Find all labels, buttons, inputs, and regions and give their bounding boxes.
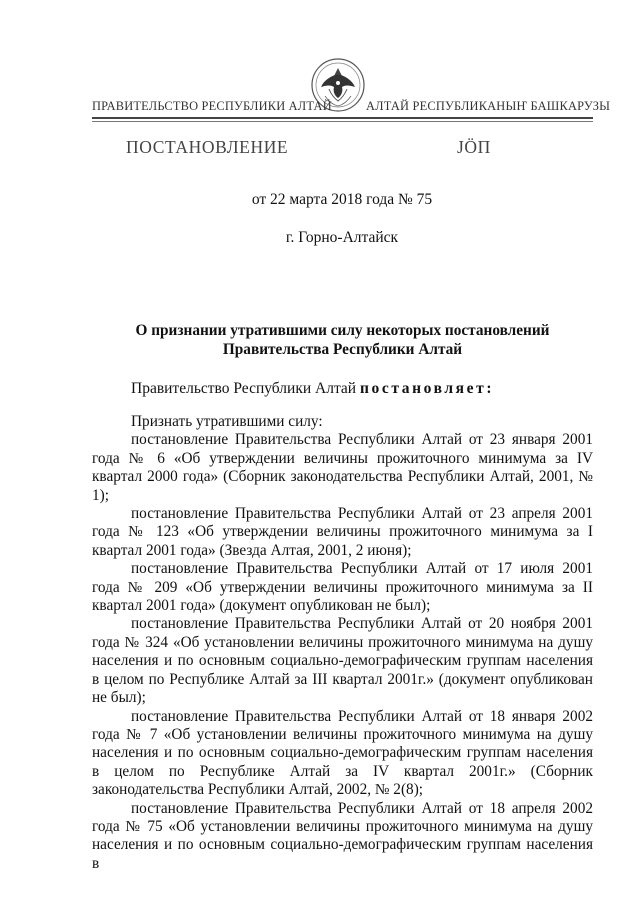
header-divider [92,117,593,119]
body-item: постановление Правительства Республики Алтай от 23 апреля 2001 года № 123 «Об утверждении величины прожиточного минимума за I квартал 2001 года» (Звезда Алтая, 2001, 2 июня); [92,505,593,559]
resolution-verb: постановляет: [359,380,495,397]
government-name-russian: ПРАВИТЕЛЬСТВО РЕСПУБЛИКИ АЛТАЙ [92,99,332,113]
body-item: постановление Правительства Республики Алтай от 23 января 2001 года № 6 «Об утверждении величины прожиточного минимума за IV квартал 2000 года» (Сборник законодательства Республики Алтай, 2001, № 1); [92,431,593,504]
body-item: постановление Правительства Республики Алтай от 17 июля 2001 года № 209 «Об утверждении величины прожиточного минимума за II квартал 2001 года» (документ опубликован не был); [92,560,593,615]
document-body [92,413,593,873]
document-title [92,322,593,359]
body-item: постановление Правительства Республики Алтай от 20 ноября 2001 года № 324 «Об установлении величины прожиточного минимума на душу населения и по основным социально-демографическим группам населения в целом по Республике Алтай за III квартал 2001г.» (документ опубликован не был); [92,615,593,707]
resolution-clause [131,380,494,398]
body-intro: Признать утратившими силу: [131,413,323,430]
body-item: постановление Правительства Республики Алтай от 18 апреля 2002 года № 75 «Об установлении величины прожиточного минимума на душу населения и по основным социально-демографическим группам населения в [92,799,593,872]
document-type-russian: ПОСТАНОВЛЕНИЕ [126,137,289,157]
document-city: г. Горно-Алтайск [285,229,399,246]
resolution-prefix: Правительство Республики Алтай [131,380,360,397]
government-name-altai: АЛТАЙ РЕСПУБЛИКАНЫҤ БАШКАРУЗЫ [366,99,611,113]
title-line-1: О признании утратившими силу некоторых постановлений [135,322,550,339]
body-item: постановление Правительства Республики Алтай от 18 января 2002 года № 7 «Об установлении величины прожиточного минимума на душу населения и по основным социально-демографическим группам населения в целом по Республике Алтай за IV квартал 2001г.» (Сборник законодательства Республики Алтай, 2002, № 2(8); [92,707,593,799]
title-line-2: Правительства Республики Алтай [222,340,463,358]
document-type-altai: ЈӦП [457,137,491,157]
document-date-number: от 22 марта 2018 года № 75 [251,191,433,208]
header-divider-thin [92,121,593,122]
